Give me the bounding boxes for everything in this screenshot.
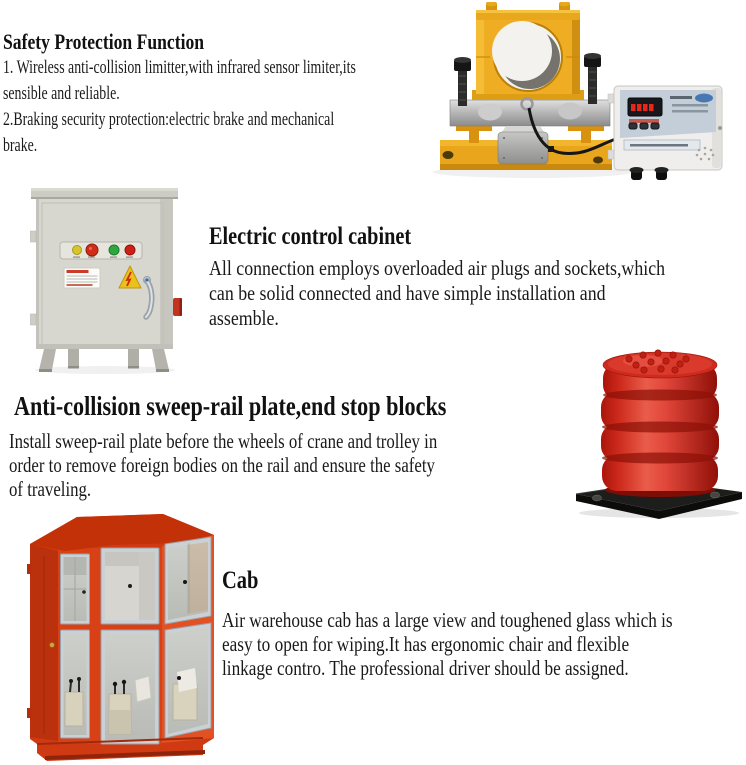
- cab-line: Air warehouse cab has a large view and toughened glass which is: [222, 608, 673, 632]
- sweep-rail-line: Install sweep-rail plate before the wheels of crane and trolley in: [9, 429, 438, 453]
- brand-logo: [695, 94, 713, 103]
- nameplate: [64, 268, 100, 288]
- sweep-rail-line: order to remove foreign bodies on the rail and ensure the safety: [9, 453, 435, 477]
- cab-line: easy to open for wiping.It has ergonomic chair and flexible: [222, 632, 630, 656]
- control-cabinet-photo: [30, 186, 185, 374]
- panel-buttons: [629, 123, 659, 129]
- button-red-2: [125, 245, 135, 255]
- safety-line: 2.Braking security protection:electric brake and mechanical: [3, 109, 335, 130]
- sweep-rail-heading: Anti-collision sweep-rail plate,end stop blocks: [14, 391, 447, 421]
- cabinet-body: [30, 199, 173, 349]
- operator-console: [65, 692, 83, 726]
- cab-line: linkage contro. The professional driver should be assigned.: [222, 656, 629, 680]
- buffer-stop-illustration: [573, 343, 745, 520]
- load-limiter-photo: [428, 2, 746, 182]
- door-handle: [50, 643, 55, 648]
- cab-window-right-lower: [165, 623, 211, 738]
- section-safety: [3, 29, 486, 159]
- buffer-top-cap: [603, 352, 717, 378]
- cab-heading: Cab: [222, 567, 259, 594]
- cab-window-right-upper: [165, 537, 211, 624]
- cabinet-line: can be solid connected and have simple installation and: [209, 281, 606, 305]
- cabinet-heading: Electric control cabinet: [209, 223, 412, 250]
- cabinet-line: All connection employs overloaded air plugs and sockets,which: [209, 256, 666, 280]
- cab-window-center-upper: [101, 548, 159, 624]
- cabinet-paragraph: [209, 256, 746, 331]
- cab-window-center-lower: [101, 630, 159, 744]
- control-cabinet-illustration: [30, 186, 185, 374]
- button-panel: [60, 242, 142, 259]
- side-latch: [173, 298, 182, 316]
- section-cabinet: [209, 222, 746, 331]
- section-sweep-rail: [9, 389, 544, 501]
- clamp-bolt-left: [454, 57, 471, 106]
- button-green: [109, 245, 119, 255]
- safety-line: sensible and reliable.: [3, 83, 120, 104]
- buffer-stop-photo: [573, 343, 745, 520]
- button-red-1: [86, 244, 98, 256]
- sweep-rail-line: of traveling.: [9, 477, 92, 501]
- sweep-rail-paragraph: [9, 429, 544, 501]
- indicator-yellow: [73, 246, 82, 255]
- load-limiter-illustration: [428, 2, 746, 182]
- safety-line: 1. Wireless anti-collision limitter,with infrared sensor limiter,its: [3, 57, 356, 78]
- cab-paragraph: [222, 608, 746, 680]
- display-unit: [608, 86, 722, 180]
- cabinet-line: assemble.: [209, 306, 279, 330]
- cab-window-left-lower: [61, 630, 90, 738]
- buffer-discs: [601, 363, 719, 497]
- clamp-bolt-right: [584, 53, 601, 104]
- safety-line: brake.: [3, 135, 38, 156]
- section-cab: [222, 566, 746, 680]
- safety-paragraph: [3, 55, 486, 159]
- cab-illustration: [27, 512, 217, 762]
- bearing-housing: [472, 2, 584, 100]
- cab-photo: [27, 512, 217, 762]
- safety-heading: Safety Protection Function: [3, 29, 205, 54]
- cab-window-left-upper: [61, 554, 90, 624]
- cabinet-lid: [31, 188, 178, 199]
